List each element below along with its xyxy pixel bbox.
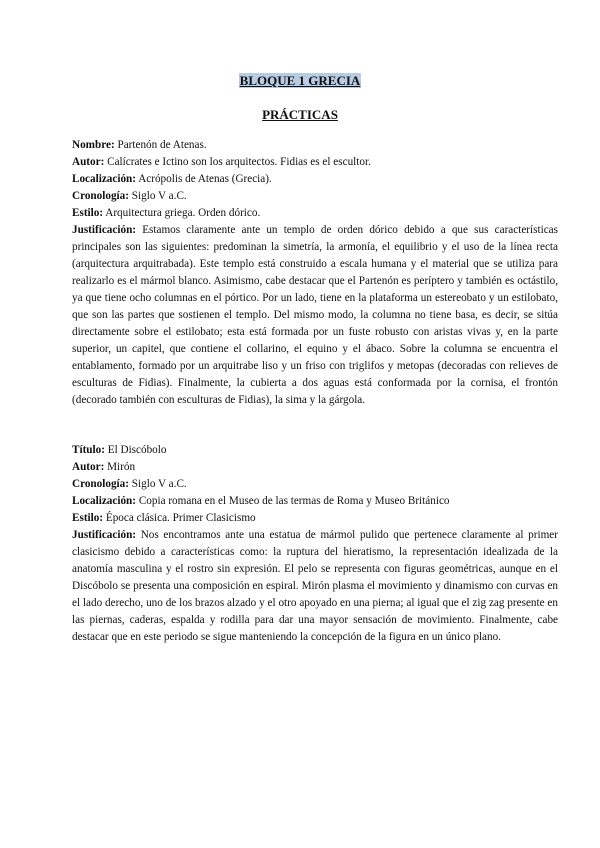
justification-paragraph <box>54 222 558 409</box>
field-estilo <box>54 510 558 527</box>
justification-text: Nos encontramos ante una estatua de mármol pulido que pertenece claramente al primer clasicismo debido a características como: la ruptura del hieratismo, la representación idealizada de la anatomía masculina y el rostro sin expresión. El pelo se representa con figuras geométricas, aunque en el Discóbolo se presenta una composición en espiral. Mirón plasma el movimiento y dinamismo con curvas en el lado derecho, uno de los brazos alzado y el otro apoyado en una pierna; al igual que el zig zag presente en las piernas, caderas, espalda y rodilla para dar una mayor sensación de movimiento. Finalmente, cabe destacar que en este periodo se sigue manteniendo la concepción de la figura en un único plano. <box>72 529 558 643</box>
field-autor <box>54 154 558 171</box>
field-value: Siglo V a.C. <box>128 190 187 202</box>
work-entry-discobolo <box>54 442 558 646</box>
field-label: Cronología: <box>72 478 129 490</box>
field-label: Estilo: <box>72 207 104 219</box>
field-localizacion <box>54 493 558 510</box>
field-autor <box>54 459 558 476</box>
document-title-text: BLOQUE 1 GRECIA <box>239 73 361 88</box>
field-cronologia <box>54 188 558 205</box>
field-localizacion <box>54 171 558 188</box>
work-entry-partenon <box>54 137 558 409</box>
field-value: Siglo V a.C. <box>128 478 187 490</box>
field-label: Título: <box>72 444 105 456</box>
field-value: Copia romana en el Museo de las termas de Roma y Museo Británico <box>136 495 450 507</box>
justification-text: Estamos claramente ante un templo de orden dórico debido a que sus características principales son las siguientes: predominan la simetría, la armonía, el equilibrio y el uso de la línea recta (arquitectura arquitrabada). Este templo está construido a escala humana y el material que se utiliza para realizarlo es el mármol blanco. Asimismo, cabe destacar que el Partenón es períptero y también es octástilo, ya que tiene ocho columnas en el pórtico. Por un lado, tiene en la plataforma un estereobato y un estilobato, que son las partes que sostienen el templo. Del mismo modo, la columna no tiene basa, es decir, se sitúa directamente sobre el estilobato; esta está formada por un fuste robusto con aristas vivas y, en la parte superior, un capitel, que contiene el collarino, el equino y el ábaco. Sobre la columna se encuentra el entablamento, formado por un arquitrabe liso y un friso con triglifos y metopas (decoradas con relieves de esculturas de Fidias). Finalmente, la cubierta a dos aguas está conformada por la cornisa, el frontón (decorado también con esculturas de Fidias), la sima y la gárgola. <box>72 224 558 406</box>
field-value: Acrópolis de Atenas (Grecia). <box>136 173 272 185</box>
field-estilo <box>54 205 558 222</box>
document-title <box>0 73 600 89</box>
field-value: Mirón <box>104 461 136 473</box>
justification-paragraph <box>54 527 558 646</box>
section-subtitle: PRÁCTICAS <box>262 107 338 122</box>
field-value: El Discóbolo <box>104 444 167 456</box>
field-nombre <box>54 137 558 154</box>
field-value: Época clásica. Primer Clasicismo <box>103 512 256 524</box>
field-label: Nombre: <box>72 139 115 151</box>
field-value: Calícrates e Ictino son los arquitectos. Fidias es el escultor. <box>104 156 371 168</box>
field-label: Estilo: <box>72 512 104 524</box>
field-label: Cronología: <box>72 190 129 202</box>
field-label: Localización: <box>72 495 137 507</box>
field-label: Autor: <box>72 461 105 473</box>
justification-label: Justificación: <box>72 224 137 236</box>
field-value: Partenón de Atenas. <box>114 139 207 151</box>
field-label: Localización: <box>72 173 137 185</box>
field-label: Autor: <box>72 156 105 168</box>
field-value: Arquitectura griega. Orden dórico. <box>103 207 261 219</box>
field-titulo <box>54 442 558 459</box>
justification-label: Justificación: <box>72 529 137 541</box>
field-cronologia <box>54 476 558 493</box>
